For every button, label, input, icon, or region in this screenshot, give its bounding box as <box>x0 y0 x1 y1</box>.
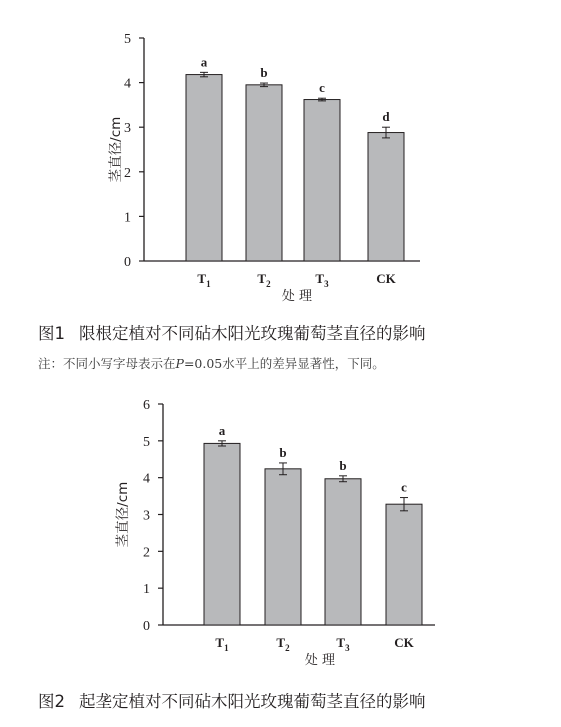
significance-letter: b <box>279 444 287 460</box>
x-tick-subscript: 1 <box>224 643 229 653</box>
x-tick-label: CK <box>394 635 414 650</box>
x-tick-label: $T_1$ <box>197 271 211 289</box>
x-tick-label: CK <box>376 271 396 286</box>
y-tick-label: 4 <box>143 471 150 487</box>
significance-letter: a <box>200 54 208 70</box>
significance-letter: a <box>218 422 226 438</box>
bar <box>325 479 361 625</box>
x-axis-title: 处 理 <box>281 289 313 304</box>
y-tick-label: 1 <box>143 582 150 598</box>
y-tick-label: 3 <box>143 508 150 524</box>
y-tick-label: 2 <box>124 165 131 181</box>
significance-letter: b <box>339 457 347 473</box>
figure-2-number: 图2 <box>38 692 65 711</box>
y-tick-label: 0 <box>124 255 131 270</box>
x-tick-label: $T_3$ <box>336 635 350 653</box>
y-tick-label: 4 <box>124 76 131 92</box>
x-tick-label: $T_2$ <box>257 271 271 289</box>
note-prefix: 注：不同小写字母表示在 <box>38 356 176 371</box>
significance-letter: b <box>260 65 268 81</box>
figure-1-caption <box>38 320 426 344</box>
x-tick-subscript: 1 <box>206 279 211 289</box>
y-tick-label: 5 <box>143 434 150 450</box>
significance-letter: c <box>319 80 325 96</box>
y-axis-title: 茎直径/cm <box>115 481 131 548</box>
note-suffix: =0.05水平上的差异显著性，下同。 <box>183 356 385 371</box>
y-tick-label: 6 <box>143 398 150 413</box>
figure-1-title: 限根定植对不同砧木阳光玫瑰葡萄茎直径的影响 <box>79 324 426 343</box>
x-tick-label: $T_3$ <box>315 271 329 289</box>
bar <box>246 85 282 261</box>
figure-1-number: 图1 <box>38 324 65 343</box>
y-axis-title: 茎直径/cm <box>108 116 124 183</box>
x-tick-label: $T_2$ <box>276 635 290 653</box>
y-tick-label: 5 <box>124 32 131 47</box>
bar <box>386 504 422 625</box>
significance-letter: c <box>401 479 407 495</box>
y-tick-label: 1 <box>124 210 131 226</box>
x-tick-subscript: 2 <box>285 643 290 653</box>
x-tick-label: $T_1$ <box>215 635 229 653</box>
chart-2 <box>0 380 561 680</box>
y-tick-label: 2 <box>143 545 150 561</box>
bar <box>204 443 240 625</box>
x-tick-subscript: 3 <box>345 643 350 653</box>
figure-2-title: 起垄定植对不同砧木阳光玫瑰葡萄茎直径的影响 <box>79 692 426 711</box>
chart-1 <box>0 0 561 310</box>
bar <box>368 133 404 261</box>
x-tick-subscript: 2 <box>266 279 271 289</box>
bar <box>265 469 301 625</box>
x-axis-title: 处 理 <box>304 653 336 668</box>
figure-note <box>38 354 385 372</box>
y-tick-label: 0 <box>143 619 150 634</box>
bar <box>304 100 340 261</box>
x-tick-subscript: 3 <box>324 279 329 289</box>
significance-letter: d <box>382 109 390 125</box>
bar <box>186 75 222 261</box>
note-p-symbol: P <box>175 356 184 371</box>
y-tick-label: 3 <box>124 121 131 137</box>
figure-2-caption <box>38 688 426 712</box>
